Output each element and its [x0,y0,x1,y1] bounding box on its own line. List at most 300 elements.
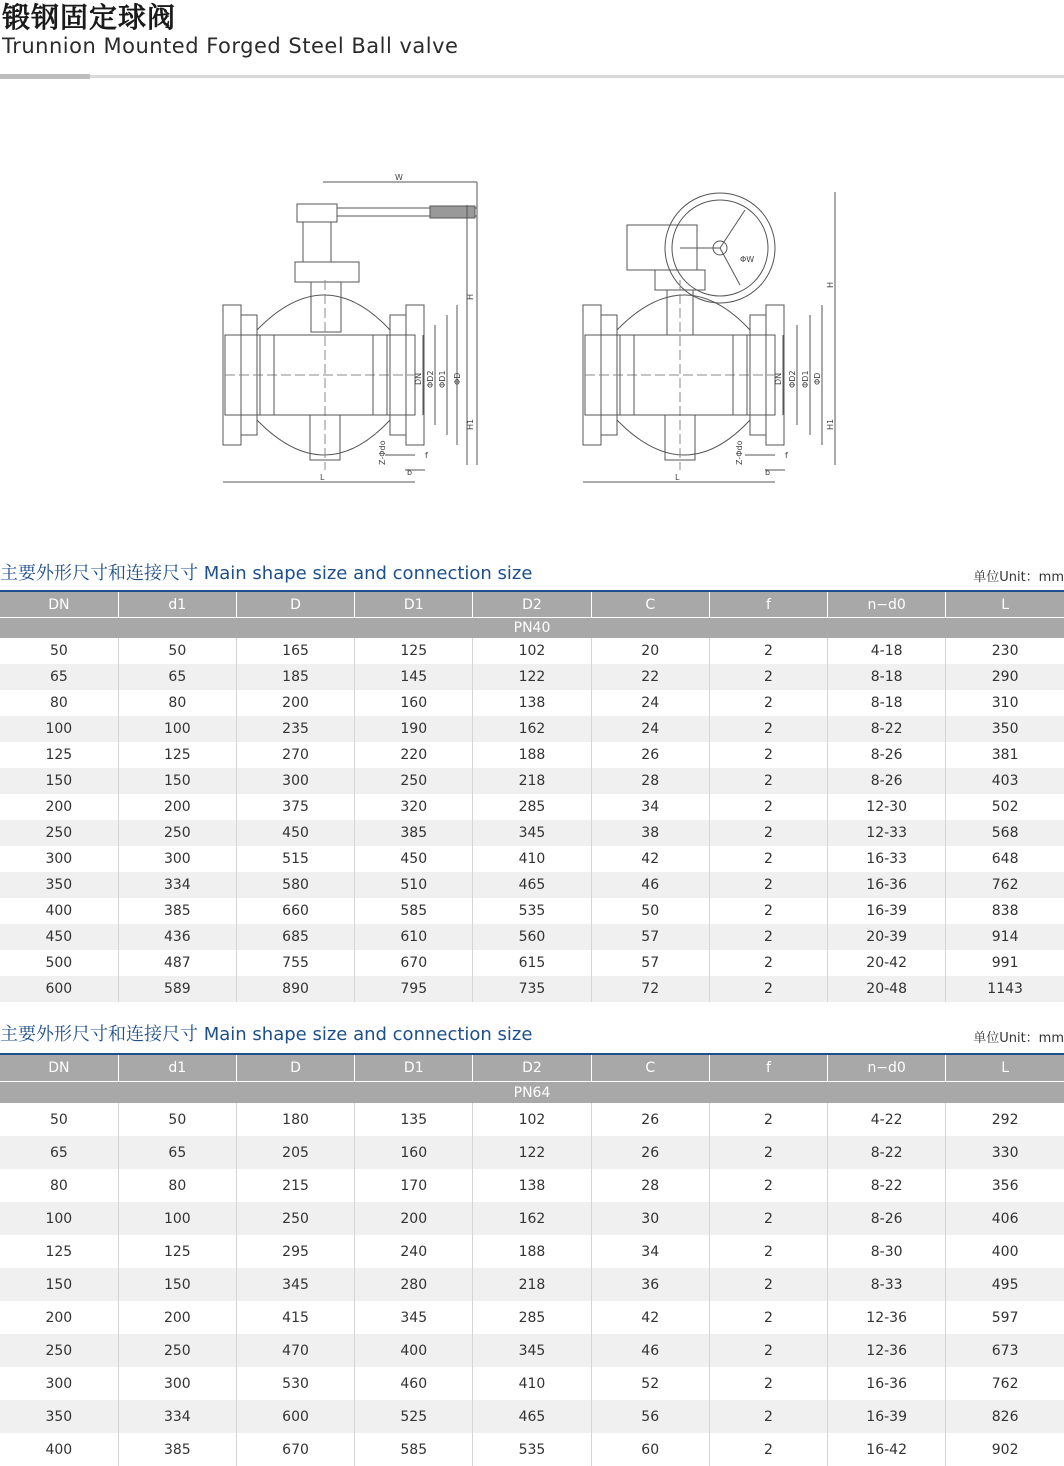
table-cell: 8-18 [828,664,946,690]
table-cell: 2 [709,1103,827,1136]
dim-label-w: W [395,173,403,182]
table-row [0,742,1064,768]
table-cell: 375 [236,794,354,820]
table-cell: 200 [118,1301,236,1334]
table-row [0,1334,1064,1367]
pressure-class-label: PN64 [0,1082,1064,1104]
table-cell: 535 [473,898,591,924]
table-cell: 250 [118,820,236,846]
table-cell: 50 [118,638,236,664]
table-cell: 16-33 [828,846,946,872]
dim-label-l: L [320,473,325,482]
table-cell: 345 [236,1268,354,1301]
table-cell: 2 [709,1400,827,1433]
gear-valve-drawing [583,192,835,482]
table-cell: 8-26 [828,742,946,768]
table-row [0,1202,1064,1235]
table-cell: 2 [709,1268,827,1301]
table-cell: 385 [118,898,236,924]
table-cell: 385 [355,820,473,846]
dim-label-pd: ΦD [453,372,462,385]
table-cell: 415 [236,1301,354,1334]
table-cell: 34 [591,1235,709,1268]
dim-label-h: H [466,293,475,300]
table-cell: 410 [473,1367,591,1400]
column-header: L [946,592,1064,618]
table-cell: 8-18 [828,690,946,716]
table-cell: 795 [355,976,473,1002]
table-cell: 65 [0,1136,118,1169]
table-cell: 292 [946,1103,1064,1136]
table-cell: 560 [473,924,591,950]
table-cell: 125 [0,1235,118,1268]
column-header: D [236,1055,354,1082]
table-cell: 403 [946,768,1064,794]
table-cell: 670 [236,1433,354,1466]
column-header: n−d0 [828,1055,946,1082]
table-cell: 648 [946,846,1064,872]
dim-label-h1-gear: H1 [826,418,835,430]
column-header: DN [0,1055,118,1082]
table-cell: 135 [355,1103,473,1136]
table-cell: 345 [473,1334,591,1367]
table-cell: 300 [0,1367,118,1400]
table-cell: 589 [118,976,236,1002]
table-cell: 65 [0,664,118,690]
table-cell: 12-36 [828,1301,946,1334]
table-cell: 218 [473,768,591,794]
table-cell: 122 [473,1136,591,1169]
dim-label-h1: H1 [466,418,475,430]
table-cell: 180 [236,1103,354,1136]
table-row [0,898,1064,924]
table-cell: 597 [946,1301,1064,1334]
table-cell: 285 [473,794,591,820]
column-header: f [709,1055,827,1082]
table-cell: 345 [473,820,591,846]
table-cell: 200 [236,690,354,716]
table-cell: 2 [709,742,827,768]
table-row [0,1103,1064,1136]
table-cell: 585 [355,1433,473,1466]
table-cell: 250 [0,820,118,846]
pn64-table [0,1055,1064,1466]
table-cell: 188 [473,1235,591,1268]
table-cell: 2 [709,1433,827,1466]
table-cell: 65 [118,1136,236,1169]
table-cell: 381 [946,742,1064,768]
table-cell: 50 [591,898,709,924]
table-cell: 2 [709,768,827,794]
table-cell: 160 [355,690,473,716]
section1-unit: 单位Unit：mm [973,570,1064,585]
table-cell: 250 [355,768,473,794]
table-cell: 465 [473,872,591,898]
table-cell: 2 [709,1202,827,1235]
dim-label-pd-gear: ΦD [813,372,822,385]
table-cell: 2 [709,976,827,1002]
table-cell: 465 [473,1400,591,1433]
table-cell: 200 [118,794,236,820]
table-cell: 215 [236,1169,354,1202]
table-cell: 8-26 [828,768,946,794]
title-divider-accent [0,74,90,79]
table-row [0,638,1064,664]
pressure-class-row [0,618,1064,639]
page-title-cn: 锻钢固定球阀 [2,1,177,34]
table-cell: 190 [355,716,473,742]
table-row [0,1268,1064,1301]
table-cell: 80 [0,1169,118,1202]
table-cell: 125 [118,742,236,768]
column-header: C [591,592,709,618]
table-cell: 410 [473,846,591,872]
table-cell: 670 [355,950,473,976]
table-cell: 385 [118,1433,236,1466]
table-cell: 2 [709,1169,827,1202]
table-cell: 300 [0,846,118,872]
table-cell: 334 [118,872,236,898]
table-cell: 250 [0,1334,118,1367]
table-cell: 345 [355,1301,473,1334]
dim-label-dn: DN [414,372,423,385]
table-cell: 615 [473,950,591,976]
table-cell: 80 [118,1169,236,1202]
table-cell: 12-33 [828,820,946,846]
table-cell: 400 [0,898,118,924]
dim-label-f-gear: f [785,451,788,460]
table-cell: 20-39 [828,924,946,950]
dim-label-h-gear: H [826,281,835,288]
table-row [0,1433,1064,1466]
table-row [0,1136,1064,1169]
column-header: D1 [355,1055,473,1082]
table-cell: 600 [236,1400,354,1433]
table-row [0,1169,1064,1202]
table-cell: 205 [236,1136,354,1169]
table-cell: 122 [473,664,591,690]
table-cell: 150 [118,1268,236,1301]
table-cell: 2 [709,1334,827,1367]
table-row [0,664,1064,690]
table-cell: 200 [0,1301,118,1334]
table-cell: 8-22 [828,1136,946,1169]
table-cell: 46 [591,1334,709,1367]
column-header: d1 [118,1055,236,1082]
table-cell: 2 [709,690,827,716]
table-cell: 902 [946,1433,1064,1466]
table-cell: 400 [946,1235,1064,1268]
dim-label-pd2-gear: ΦD2 [788,370,797,388]
table-cell: 487 [118,950,236,976]
lever-valve-drawing [223,182,477,482]
table-cell: 80 [0,690,118,716]
table-cell: 38 [591,820,709,846]
table-row [0,794,1064,820]
dim-label-z-gear: Z-Φdo [735,440,744,465]
table-cell: 515 [236,846,354,872]
table-cell: 100 [0,1202,118,1235]
table-cell: 22 [591,664,709,690]
table-row [0,690,1064,716]
table-cell: 290 [946,664,1064,690]
table-cell: 12-30 [828,794,946,820]
table-cell: 8-22 [828,1169,946,1202]
table-cell: 406 [946,1202,1064,1235]
table-cell: 600 [0,976,118,1002]
table-header-row [0,592,1064,618]
table-cell: 2 [709,638,827,664]
table-cell: 125 [118,1235,236,1268]
column-header: D2 [473,592,591,618]
dim-label-pw: ΦW [740,255,755,264]
column-header: n−d0 [828,592,946,618]
page-title-en: Trunnion Mounted Forged Steel Ball valve [2,34,459,58]
table-cell: 72 [591,976,709,1002]
table-cell: 8-33 [828,1268,946,1301]
table-cell: 26 [591,1103,709,1136]
table-cell: 20-48 [828,976,946,1002]
table-cell: 8-26 [828,1202,946,1235]
table-cell: 2 [709,950,827,976]
table-cell: 240 [355,1235,473,1268]
table-cell: 16-39 [828,898,946,924]
table-cell: 400 [0,1433,118,1466]
table-cell: 26 [591,1136,709,1169]
table-row [0,1400,1064,1433]
table-cell: 585 [355,898,473,924]
table-cell: 100 [118,716,236,742]
table-cell: 535 [473,1433,591,1466]
table-cell: 2 [709,1301,827,1334]
table-cell: 50 [118,1103,236,1136]
column-header: DN [0,592,118,618]
table-row [0,768,1064,794]
table-cell: 2 [709,1235,827,1268]
table-cell: 350 [0,1400,118,1433]
table-cell: 685 [236,924,354,950]
table-cell: 34 [591,794,709,820]
table-row [0,1235,1064,1268]
table-cell: 150 [118,768,236,794]
table-cell: 350 [0,872,118,898]
table-cell: 735 [473,976,591,1002]
table-cell: 502 [946,794,1064,820]
table-cell: 150 [0,768,118,794]
table-cell: 460 [355,1367,473,1400]
table-cell: 2 [709,716,827,742]
table-cell: 60 [591,1433,709,1466]
table-cell: 838 [946,898,1064,924]
table-cell: 16-39 [828,1400,946,1433]
table-cell: 436 [118,924,236,950]
column-header: C [591,1055,709,1082]
table-cell: 250 [236,1202,354,1235]
table-cell: 495 [946,1268,1064,1301]
table-cell: 50 [0,638,118,664]
column-header: d1 [118,592,236,618]
table-cell: 610 [355,924,473,950]
table-cell: 138 [473,1169,591,1202]
table-cell: 188 [473,742,591,768]
table-cell: 28 [591,1169,709,1202]
table-cell: 24 [591,716,709,742]
table-row [0,1367,1064,1400]
table-cell: 762 [946,1367,1064,1400]
table-cell: 230 [946,638,1064,664]
title-divider [0,75,1064,78]
table-header-row [0,1055,1064,1082]
table-cell: 295 [236,1235,354,1268]
table-cell: 270 [236,742,354,768]
table-cell: 2 [709,872,827,898]
dim-label-z: Z-Φdo [378,440,387,465]
table-cell: 220 [355,742,473,768]
table-cell: 762 [946,872,1064,898]
table-cell: 1143 [946,976,1064,1002]
table-cell: 4-18 [828,638,946,664]
pressure-class-row [0,1082,1064,1104]
table-cell: 2 [709,898,827,924]
table-cell: 16-36 [828,1367,946,1400]
table-cell: 185 [236,664,354,690]
table-cell: 125 [355,638,473,664]
table-cell: 470 [236,1334,354,1367]
table-cell: 2 [709,820,827,846]
table-cell: 755 [236,950,354,976]
table-cell: 310 [946,690,1064,716]
table-cell: 568 [946,820,1064,846]
table-row [0,716,1064,742]
table-cell: 57 [591,950,709,976]
valve-technical-drawing [215,170,855,500]
table-row [0,950,1064,976]
table-cell: 450 [0,924,118,950]
table-cell: 28 [591,768,709,794]
table-row [0,872,1064,898]
table-cell: 826 [946,1400,1064,1433]
dim-label-l-gear: L [675,473,680,482]
table-cell: 102 [473,638,591,664]
column-header: f [709,592,827,618]
table-cell: 165 [236,638,354,664]
table-cell: 280 [355,1268,473,1301]
table-cell: 162 [473,1202,591,1235]
table-cell: 8-22 [828,716,946,742]
table-cell: 330 [946,1136,1064,1169]
table-cell: 100 [0,716,118,742]
table-cell: 80 [118,690,236,716]
table-cell: 450 [355,846,473,872]
table-cell: 356 [946,1169,1064,1202]
section1-heading: 主要外形尺寸和连接尺寸 Main shape size and connection size [0,563,533,584]
table-cell: 2 [709,1367,827,1400]
table-cell: 350 [946,716,1064,742]
table-cell: 20-42 [828,950,946,976]
table-cell: 42 [591,1301,709,1334]
table-cell: 46 [591,872,709,898]
table-row [0,1301,1064,1334]
pressure-class-label: PN40 [0,618,1064,639]
table-row [0,820,1064,846]
table-cell: 890 [236,976,354,1002]
dim-label-pd2: ΦD2 [426,370,435,388]
table-cell: 510 [355,872,473,898]
table-cell: 250 [118,1334,236,1367]
table-cell: 320 [355,794,473,820]
table-cell: 65 [118,664,236,690]
column-header: D [236,592,354,618]
table-cell: 673 [946,1334,1064,1367]
section2-unit: 单位Unit：mm [973,1031,1064,1046]
pn40-table [0,592,1064,1002]
table-cell: 500 [0,950,118,976]
table-cell: 50 [0,1103,118,1136]
table-cell: 450 [236,820,354,846]
table-cell: 914 [946,924,1064,950]
table-cell: 24 [591,690,709,716]
table-cell: 285 [473,1301,591,1334]
table-cell: 2 [709,794,827,820]
table-row [0,846,1064,872]
table-cell: 8-30 [828,1235,946,1268]
table-cell: 160 [355,1136,473,1169]
table-cell: 170 [355,1169,473,1202]
table-cell: 26 [591,742,709,768]
table-cell: 300 [118,1367,236,1400]
table-cell: 42 [591,846,709,872]
dim-label-pd1: ΦD1 [438,370,447,388]
table-cell: 235 [236,716,354,742]
table-cell: 2 [709,846,827,872]
table-cell: 100 [118,1202,236,1235]
table-cell: 36 [591,1268,709,1301]
table-cell: 150 [0,1268,118,1301]
table-cell: 4-22 [828,1103,946,1136]
table-cell: 16-36 [828,872,946,898]
dim-label-pd1-gear: ΦD1 [801,370,810,388]
table-cell: 300 [236,768,354,794]
table-cell: 52 [591,1367,709,1400]
table-cell: 12-36 [828,1334,946,1367]
table-cell: 102 [473,1103,591,1136]
table-cell: 57 [591,924,709,950]
dim-label-dn-gear: DN [774,372,783,385]
table-cell: 525 [355,1400,473,1433]
table-cell: 2 [709,1136,827,1169]
table-cell: 162 [473,716,591,742]
table-cell: 400 [355,1334,473,1367]
table-cell: 16-42 [828,1433,946,1466]
column-header: D2 [473,1055,591,1082]
column-header: D1 [355,592,473,618]
table-cell: 20 [591,638,709,664]
table-cell: 580 [236,872,354,898]
table-cell: 30 [591,1202,709,1235]
table-cell: 991 [946,950,1064,976]
table-cell: 300 [118,846,236,872]
dim-label-f: f [425,451,428,460]
table-cell: 56 [591,1400,709,1433]
table-cell: 200 [355,1202,473,1235]
section2-heading: 主要外形尺寸和连接尺寸 Main shape size and connection size [0,1024,533,1045]
table-cell: 125 [0,742,118,768]
dim-label-b-gear: b [765,468,771,477]
dim-label-b: b [407,468,413,477]
table-cell: 334 [118,1400,236,1433]
table-cell: 530 [236,1367,354,1400]
table-cell: 660 [236,898,354,924]
